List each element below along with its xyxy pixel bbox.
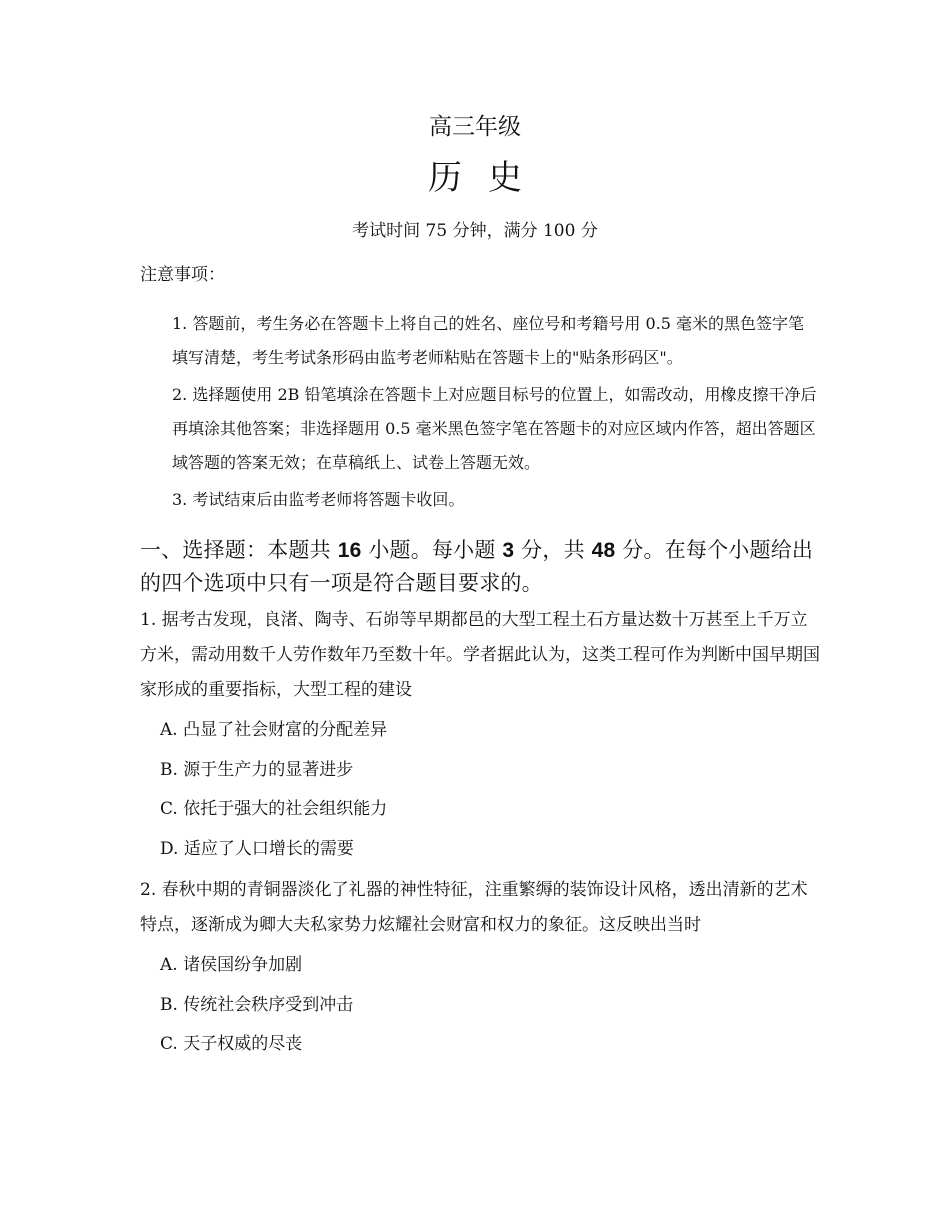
question-count: 16 — [337, 539, 362, 562]
subject-title: 历史 — [428, 158, 548, 198]
points-each: 3 — [502, 539, 515, 562]
notice-item: 3. 考试结束后由监考老师将答题卡收回。 — [172, 490, 465, 509]
option-c: C. 天子权威的尽丧 — [160, 1034, 303, 1054]
question-stem: 2. 春秋中期的青铜器淡化了礼器的神性特征，注重繁缛的装饰设计风格，透出清新的艺术特点，逐渐成为卿大夫私家势力炫耀社会财富和权力的象征。这反映出当时 — [140, 880, 808, 935]
section-heading — [140, 534, 820, 599]
question-stem: 1. 据考古发现，良渚、陶寺、石峁等早期都邑的大型工程土石方量达数十万甚至上千万立方米，需动用数千人劳作数年乃至数十年。学者据此认为，这类工程可作为判断中国早期国家形成的重要指标，大型工程的建设 — [140, 610, 820, 700]
question-2 — [140, 873, 820, 1065]
section-heading-text: 小题。每小题 — [361, 538, 503, 562]
notice-list — [172, 307, 817, 520]
question-1 — [140, 603, 820, 869]
option-b: B. 源于生产力的显著进步 — [160, 759, 354, 780]
option-a: A. 凸显了社会财富的分配差异 — [160, 720, 388, 740]
option-b: B. 传统社会秩序受到冲击 — [160, 994, 354, 1015]
notice-item: 1. 答题前，考生务必在答题卡上将自己的姓名、座位号和考籍号用 0.5 毫米的黑色签字笔填写清楚，考生考试条形码由监考老师粘贴在答题卡上的"贴条形码区"。 — [172, 314, 804, 367]
section-heading-text: 分。在每个小题给出的四个选项中只有一项是符合题目要求的。 — [140, 538, 814, 595]
option-list — [140, 711, 820, 869]
exam-info: 考试时间 75 分钟，满分 100 分 — [352, 221, 598, 241]
notice-title: 注意事项： — [140, 265, 225, 285]
total-points: 48 — [591, 539, 616, 562]
notice-item: 2. 选择题使用 2B 铅笔填涂在答题卡上对应题目标号的位置上，如需改动，用橡皮擦干净后再填涂其他答案；非选择题用 0.5 毫米黑色签字笔在答题卡的对应区域内作答，超出答题区域答题的答案无效；在草稿纸上、试卷上答题无效。 — [172, 385, 817, 472]
option-c: C. 依托于强大的社会组织能力 — [160, 799, 388, 819]
option-list — [140, 946, 820, 1065]
section-heading-text: 分，共 — [514, 538, 592, 562]
grade-title: 高三年级 — [429, 114, 521, 140]
option-d: D. 适应了人口增长的需要 — [160, 838, 354, 859]
option-a: A. 诸侯国纷争加剧 — [160, 955, 303, 975]
section-heading-text: 一、选择题：本题共 — [140, 538, 338, 562]
